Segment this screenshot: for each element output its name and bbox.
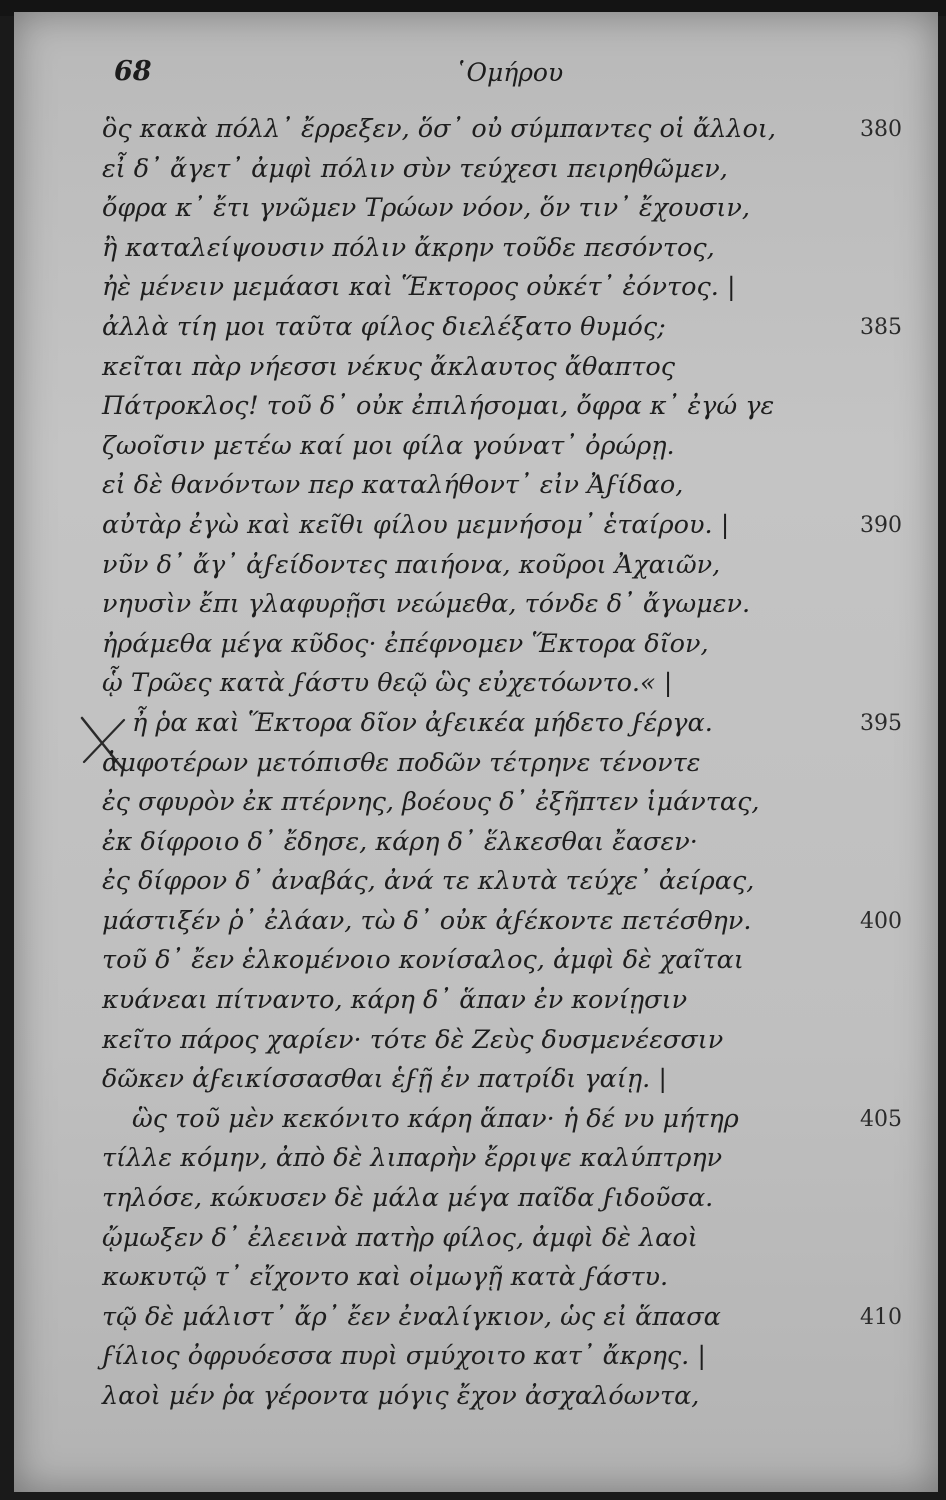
verse-line bbox=[14, 625, 938, 665]
verse-line bbox=[14, 1337, 938, 1377]
running-title: ῾Ομήρου bbox=[454, 58, 564, 87]
verse-text: κεῖται πὰρ νήεσσι νέκυς ἄκλαυτος ἄθαπτος bbox=[102, 351, 676, 382]
verse-line bbox=[14, 664, 938, 704]
verse-line bbox=[14, 862, 938, 902]
line-number: 400 bbox=[860, 908, 902, 934]
verse-line bbox=[14, 1060, 938, 1100]
verse-text: τῷ δὲ μάλιστ᾽ ἄρ᾽ ἔεν ἐναλίγκιον, ὡς εἰ ἅπασα bbox=[102, 1301, 721, 1332]
verse-line bbox=[14, 110, 938, 150]
verse-line bbox=[14, 427, 938, 467]
verse-text: ϝίλιος ὀφρυόεσσα πυρὶ σμύχοιτο κατ᾽ ἄκρης. | bbox=[102, 1341, 706, 1372]
verse-text: εἶ δ᾽ ἄγετ᾽ ἀμφὶ πόλιν σὺν τεύχεσι πειρηθῶμεν, bbox=[102, 153, 728, 184]
verse-line bbox=[14, 1298, 938, 1338]
verse-text: κεῖτο πάρος χαρίεν· τότε δὲ Ζεὺς δυσμενέεσσιν bbox=[102, 1024, 724, 1055]
verse-line bbox=[14, 1258, 938, 1298]
verse-text: νηυσὶν ἔπι γλαφυρῇσι νεώμεθα, τόνδε δ᾽ ἄγωμεν. bbox=[102, 589, 751, 620]
verse-text: ζωοῖσιν μετέω καί μοι φίλα γούνατ᾽ ὀρώρῃ. bbox=[102, 430, 675, 461]
verse-text: εἰ δὲ θανόντων περ καταλήθοντ᾽ εἰν Ἀϝίδαο, bbox=[102, 470, 684, 501]
verse-text: ἐς σφυρὸν ἐκ πτέρνης, βοέους δ᾽ ἐξῆπτεν ἱμάντας, bbox=[102, 787, 760, 818]
verse-lines bbox=[14, 110, 938, 1417]
book-page bbox=[14, 12, 938, 1492]
verse-text: τηλόσε, κώκυσεν δὲ μάλα μέγα παῖδα ϝιδοῦσα. bbox=[102, 1183, 714, 1214]
verse-text: ἢ καταλείψουσιν πόλιν ἄκρην τοῦδε πεσόντος, bbox=[102, 232, 715, 263]
verse-line bbox=[14, 150, 938, 190]
page-number: 68 bbox=[114, 56, 152, 87]
verse-text: κυάνεαι πίτναντο, κάρη δ᾽ ἅπαν ἐν κονίῃσιν bbox=[102, 985, 688, 1016]
verse-line bbox=[14, 506, 938, 546]
verse-line bbox=[14, 1219, 938, 1259]
verse-line bbox=[14, 546, 938, 586]
verse-text: ἠὲ μένειν μεμάασι καὶ Ἕκτορος οὐκέτ᾽ ἐόντος. | bbox=[102, 272, 736, 303]
verse-text: ἦ ῥα καὶ Ἕκτορα δῖον ἀϝεικέα μήδετο ϝέργα. bbox=[132, 707, 713, 738]
verse-line bbox=[14, 268, 938, 308]
verse-line bbox=[14, 1139, 938, 1179]
verse-text: λαοὶ μέν ῥα γέροντα μόγις ἔχον ἀσχαλόωντα, bbox=[102, 1381, 700, 1411]
verse-line bbox=[14, 348, 938, 388]
verse-text: ἐς δίφρον δ᾽ ἀναβάς, ἀνά τε κλυτὰ τεύχε᾽ ἀείρας, bbox=[102, 866, 755, 897]
verse-line bbox=[14, 1179, 938, 1219]
verse-text: ἀμφοτέρων μετόπισθε ποδῶν τέτρηνε τένοντε bbox=[102, 747, 701, 778]
verse-line bbox=[14, 902, 938, 942]
line-number: 385 bbox=[860, 314, 902, 340]
verse-text: δῶκεν ἀϝεικίσσασθαι ἑϝῇ ἐν πατρίδι γαίῃ. | bbox=[102, 1064, 667, 1095]
verse-line bbox=[14, 744, 938, 784]
line-number: 390 bbox=[860, 512, 902, 538]
verse-line bbox=[14, 783, 938, 823]
verse-text: ἀλλὰ τίη μοι ταῦτα φίλος διελέξατο θυμός; bbox=[102, 311, 666, 342]
verse-line bbox=[14, 941, 938, 981]
line-number: 380 bbox=[860, 117, 902, 142]
verse-line bbox=[14, 308, 938, 348]
verse-text: τίλλε κόμην, ἀπὸ δὲ λιπαρὴν ἔρριψε καλύπτρην bbox=[102, 1143, 723, 1174]
verse-text: τοῦ δ᾽ ἔεν ἑλκομένοιο κονίσαλος, ἀμφὶ δὲ χαῖται bbox=[102, 945, 744, 976]
verse-text: ᾤμωξεν δ᾽ ἐλεεινὰ πατὴρ φίλος, ἀμφὶ δὲ λαοὶ bbox=[102, 1222, 698, 1253]
line-number: 405 bbox=[860, 1106, 902, 1132]
line-number: 395 bbox=[860, 710, 902, 736]
verse-text: ὄφρα κ᾽ ἔτι γνῶμεν Τρώων νόον, ὅν τιν᾽ ἔχουσιν, bbox=[102, 193, 750, 224]
verse-text: ὃς κακὰ πόλλ᾽ ἔρρεξεν, ὅσ᾽ οὐ σύμπαντες οἱ ἄλλοι, bbox=[102, 114, 776, 144]
verse-text: ἐκ δίφροιο δ᾽ ἔδησε, κάρη δ᾽ ἕλκεσθαι ἔασεν· bbox=[102, 826, 698, 857]
verse-line bbox=[14, 585, 938, 625]
verse-line bbox=[14, 1100, 938, 1140]
verse-text: ἠράμεθα μέγα κῦδος· ἐπέφνομεν Ἕκτορα δῖον, bbox=[102, 628, 709, 659]
line-number: 410 bbox=[860, 1304, 902, 1330]
verse-line bbox=[14, 1021, 938, 1061]
verse-line bbox=[14, 823, 938, 863]
verse-line bbox=[14, 387, 938, 427]
verse-text: ὣς τοῦ μὲν κεκόνιτο κάρη ἅπαν· ἡ δέ νυ μήτηρ bbox=[132, 1103, 739, 1134]
verse-line bbox=[14, 704, 938, 744]
verse-text: αὐτὰρ ἐγὼ καὶ κεῖθι φίλου μεμνήσομ᾽ ἑταίρου. | bbox=[102, 509, 730, 540]
verse-line bbox=[14, 466, 938, 506]
verse-text: Πάτροκλος! τοῦ δ᾽ οὐκ ἐπιλήσομαι, ὄφρα κ᾽ ἐγώ γε bbox=[102, 391, 775, 422]
verse-text: ᾧ Τρῶες κατὰ ϝάστυ θεῷ ὣς εὐχετόωντο.« | bbox=[102, 668, 673, 699]
verse-text: νῦν δ᾽ ἄγ᾽ ἀϝείδοντες παιήονα, κοῦροι Ἀχαιῶν, bbox=[102, 549, 721, 580]
verse-line bbox=[14, 189, 938, 229]
page-header bbox=[14, 56, 938, 96]
verse-line bbox=[14, 981, 938, 1021]
verse-line bbox=[14, 1377, 938, 1417]
verse-text: μάστιξέν ῥ᾽ ἐλάαν, τὼ δ᾽ οὐκ ἀϝέκοντε πετέσθην. bbox=[102, 905, 752, 936]
verse-line bbox=[14, 229, 938, 269]
verse-text: κωκυτῷ τ᾽ εἴχοντο καὶ οἰμωγῇ κατὰ ϝάστυ. bbox=[102, 1262, 669, 1293]
